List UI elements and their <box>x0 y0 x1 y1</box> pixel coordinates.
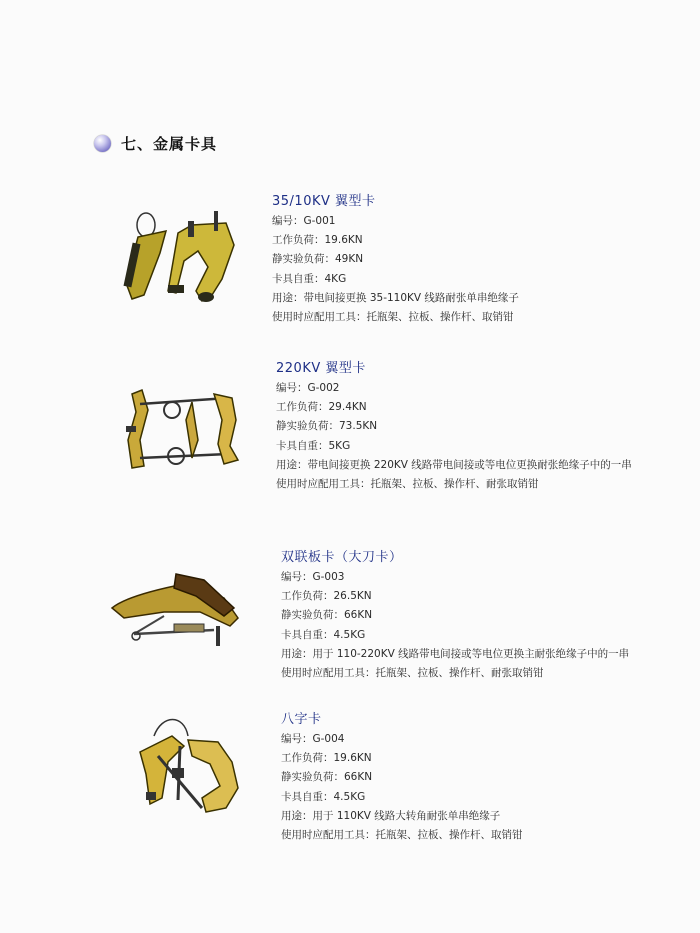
product-work-load: 工作负荷：26.5KN <box>281 590 372 603</box>
wing-clamp-220kv-image <box>118 380 248 479</box>
product-static-load: 静实验负荷：49KN <box>272 253 364 266</box>
product-work-load: 工作负荷：29.4KN <box>276 401 367 414</box>
product-code: 编号：G-002 <box>276 382 340 394</box>
product-code: 编号：G-004 <box>281 733 345 745</box>
product-work-load: 工作负荷：19.6KN <box>281 752 372 765</box>
product-card <box>281 546 629 683</box>
product-static-load: 静实验负荷：66KN <box>281 609 373 622</box>
product-weight: 卡具自重：4KG <box>272 272 347 285</box>
product-title: 双联板卡（大刀卡） <box>281 550 403 565</box>
product-card <box>272 190 519 327</box>
product-tools: 使用时应配用工具：托瓶架、拉板、操作杆、取销钳 <box>272 311 514 324</box>
product-work-load: 工作负荷：19.6KN <box>272 234 363 247</box>
product-title: 220KV 翼型卡 <box>276 361 366 376</box>
product-code: 编号：G-001 <box>272 215 336 227</box>
wing-clamp-35kv-image <box>118 203 248 317</box>
product-tools: 使用时应配用工具：托瓶架、拉板、操作杆、耐张取销钳 <box>276 478 539 491</box>
product-usage: 用途：带电间接更换 35-110KV 线路耐张单串绝缘子 <box>272 291 519 304</box>
product-code: 编号：G-003 <box>281 571 345 583</box>
product-tools: 使用时应配用工具：托瓶架、拉板、操作杆、取销钳 <box>281 829 523 842</box>
product-static-load: 静实验负荷：66KN <box>281 771 373 784</box>
product-card <box>281 708 523 845</box>
section-title: 七、金属卡具 <box>121 135 218 153</box>
product-tools: 使用时应配用工具：托瓶架、拉板、操作杆、耐张取销钳 <box>281 667 544 680</box>
product-card <box>276 357 632 494</box>
product-usage: 用途：用于 110KV 线路大转角耐张单串绝缘子 <box>281 809 501 822</box>
section-header <box>94 133 217 154</box>
product-title: 35/10KV 翼型卡 <box>272 194 376 209</box>
figure-eight-clamp-image <box>122 712 248 826</box>
product-weight: 卡具自重：4.5KG <box>281 628 366 641</box>
product-weight: 卡具自重：5KG <box>276 439 351 452</box>
product-title: 八字卡 <box>281 712 322 727</box>
product-weight: 卡具自重：4.5KG <box>281 790 366 803</box>
product-usage: 用途：带电间接更换 220KV 线路带电间接或等电位更换耐张绝缘子中的一串 <box>276 458 632 471</box>
product-static-load: 静实验负荷：73.5KN <box>276 420 378 433</box>
product-usage: 用途：用于 110-220KV 线路带电间接或等电位更换主耐张绝缘子中的一串 <box>281 647 630 660</box>
bullet-icon <box>94 135 111 152</box>
double-plate-clamp-image <box>104 568 244 657</box>
